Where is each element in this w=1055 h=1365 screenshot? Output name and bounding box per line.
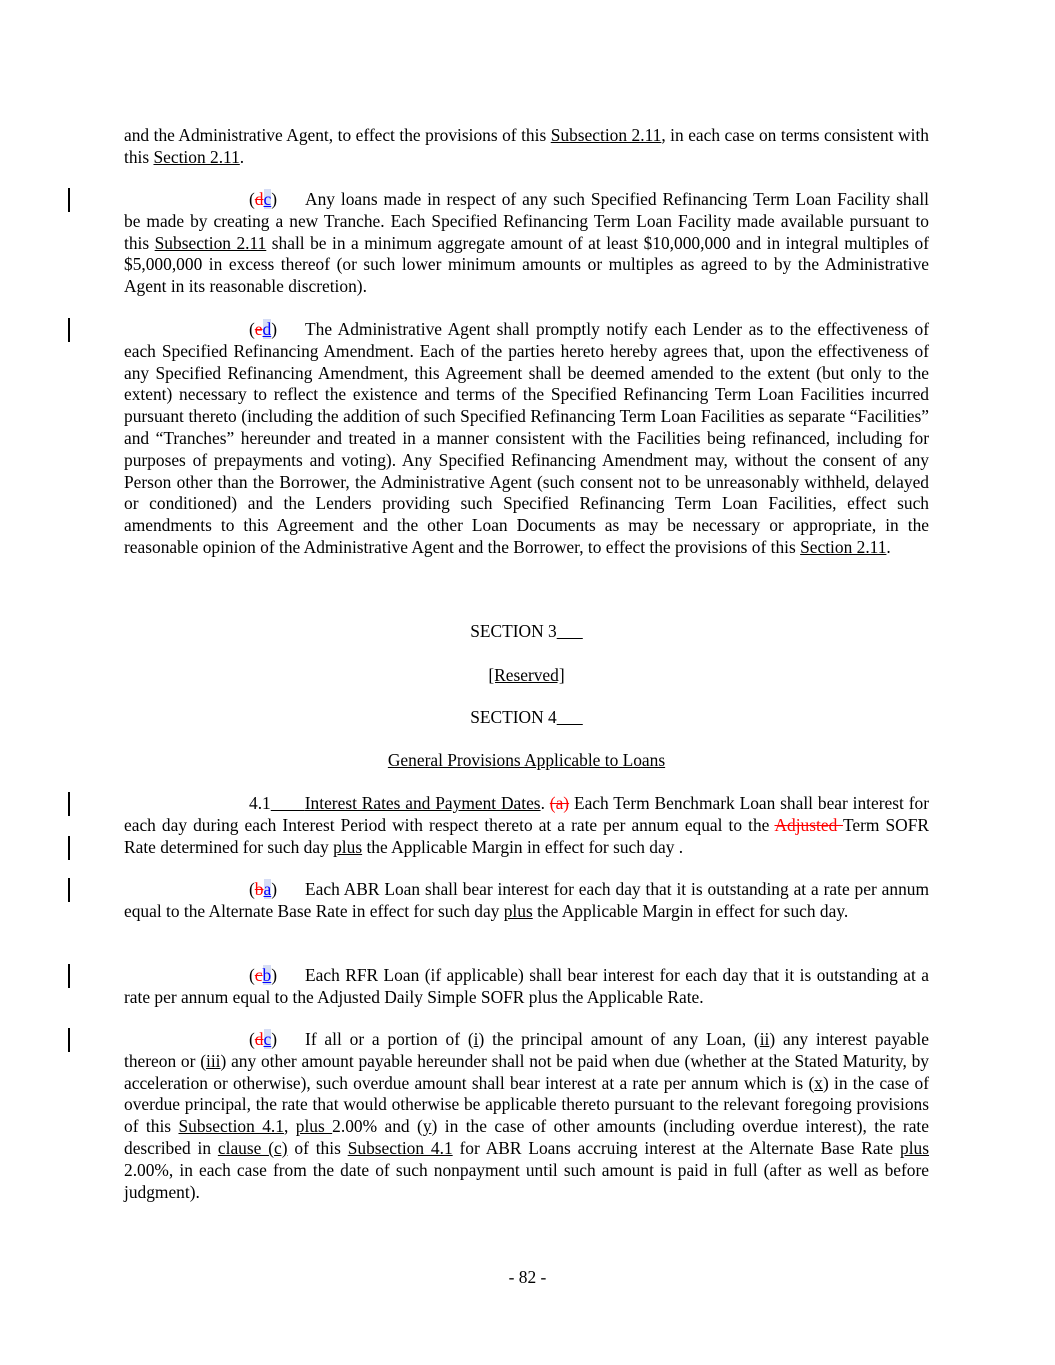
change-bar bbox=[68, 792, 70, 816]
paragraph-c-refinancing-tranche: (dc) Any loans made in respect of any such Specified Refinancing Term Loan Facility shall be made by creating a new Tranche. Each Specified Refinancing Term Loan Facility made available pursuant to this Subsection 2.11 shall be in a minimum aggregate amount of at least $10,000,000 and in integral multiples of $5,000,000 in excess thereof (or such lower minimum amounts or multiples as agreed to by the Administrative Agent in its reasonable discretion). bbox=[124, 189, 930, 297]
paragraph-b-rfr-loan: (cb) Each RFR Loan (if applicable) shall bear interest for each day that it is outstanding at a rate per annum equal to the Adjusted Daily Simple SOFR plus the Applicable Rate. bbox=[124, 965, 929, 1007]
deleted-text: e bbox=[254, 319, 263, 339]
inserted-text: c bbox=[263, 1029, 272, 1049]
cross-reference: Subsection 2.11 bbox=[154, 232, 267, 253]
deleted-text: d bbox=[254, 1029, 264, 1049]
inserted-text: d bbox=[262, 319, 272, 339]
cross-reference: Subsection 4.1 bbox=[178, 1116, 284, 1137]
inserted-text: c bbox=[263, 189, 272, 209]
paragraph-4-1-interest-rates: 4.1 Interest Rates and Payment Dates. (a) Each Term Benchmark Loan shall bear interest for each day during each Interest Period with respect thereto at a rate per annum equal to the Adjusted Term SOFR Rate determined for such day plus the Applicable Margin in effect for such day . bbox=[124, 793, 930, 857]
inserted-text: b bbox=[262, 965, 272, 985]
change-bar bbox=[68, 836, 70, 860]
page-number: - 82 - bbox=[508, 1267, 547, 1287]
deleted-text: Adjusted bbox=[774, 814, 844, 835]
paragraph-a-abr-loan: (ba) Each ABR Loan shall bear interest for each day that it is outstanding at a rate per annum equal to the Alternate Base Rate in effect for such day plus the Applicable Margin in effect for such day. bbox=[124, 879, 929, 921]
cross-reference: clause (c) bbox=[217, 1137, 288, 1158]
deleted-text: c bbox=[254, 965, 263, 985]
section-4-title: General Provisions Applicable to Loans bbox=[387, 750, 666, 770]
deleted-text: d bbox=[254, 189, 264, 209]
deleted-text: b bbox=[254, 879, 264, 899]
paragraph-continuation: and the Administrative Agent, to effect the provisions of this Subsection 2.11, in each case on terms consistent with this Section 2.11. bbox=[124, 125, 929, 167]
section-3-title: [Reserved] bbox=[488, 665, 565, 685]
paragraph-c-overdue-interest: (dc) If all or a portion of (i) the principal amount of any Loan, (ii) any interest payable thereon or (iii) any other amount payable hereunder shall not be paid when due (whether at the Stated Maturity, by acceleration or otherwise), such overdue amount shall bear interest at a rate per annum which is (x) in the case of overdue principal, the rate that would otherwise be applicable thereto pursuant to the relevant foregoing provisions of this Subsection 4.1, plus 2.00% and (y) in the case of other amounts (including overdue interest), the rate described in clause (c) of this Subsection 4.1 for ABR Loans accruing interest at the Alternate Base Rate plus 2.00%, in each case from the date of such nonpayment until such amount is paid in full (after as well as before judgment). bbox=[124, 1029, 929, 1202]
deleted-text: (a) bbox=[549, 793, 570, 813]
change-bar bbox=[68, 964, 70, 988]
section-4-heading: SECTION 4 bbox=[470, 707, 557, 727]
change-bar bbox=[68, 318, 70, 342]
subsection-title: Interest Rates and Payment Dates bbox=[304, 793, 541, 813]
cross-reference: Section 2.11 bbox=[800, 536, 887, 557]
change-bar bbox=[68, 1028, 70, 1052]
paragraph-d-notification: (ed) The Administrative Agent shall promptly notify each Lender as to the effectiveness of each Specified Refinancing Amendment. Each of the parties hereto hereby agrees that, upon the effectiveness of any Specified Refinancing Amendment, this Agreement shall be deemed amended to the extent (but only to the extent) necessary to reflect the existence and terms of the Specified Refinancing Term Loan Facilities incurred pursuant thereto (including the addition of such Specified Refinancing Term Loan Facilities as separate “Facilities” and “Tranches” hereunder and treated in a manner consistent with the Facilities being refinanced, including for purposes of prepayments and voting). Any Specified Refinancing Amendment may, without the consent of any Person other than the Borrower, the Administrative Agent (such consent not to be unreasonably withheld, delayed or conditioned) and the Lenders providing such Specified Refinancing Term Loan Facilities, effect such amendments to this Agreement and the other Loan Documents as may be necessary or appropriate, in the reasonable opinion of the Administrative Agent and the Borrower, to effect the provisions of this Section 2.11. bbox=[124, 319, 929, 557]
inserted-text: a bbox=[263, 879, 272, 899]
change-bar bbox=[68, 188, 70, 212]
cross-reference: Subsection 2.11 bbox=[550, 125, 662, 145]
cross-reference: Subsection 4.1 bbox=[347, 1137, 453, 1158]
section-3-heading: SECTION 3 bbox=[470, 621, 557, 641]
change-bar bbox=[68, 878, 70, 902]
cross-reference: Section 2.11 bbox=[153, 146, 240, 167]
